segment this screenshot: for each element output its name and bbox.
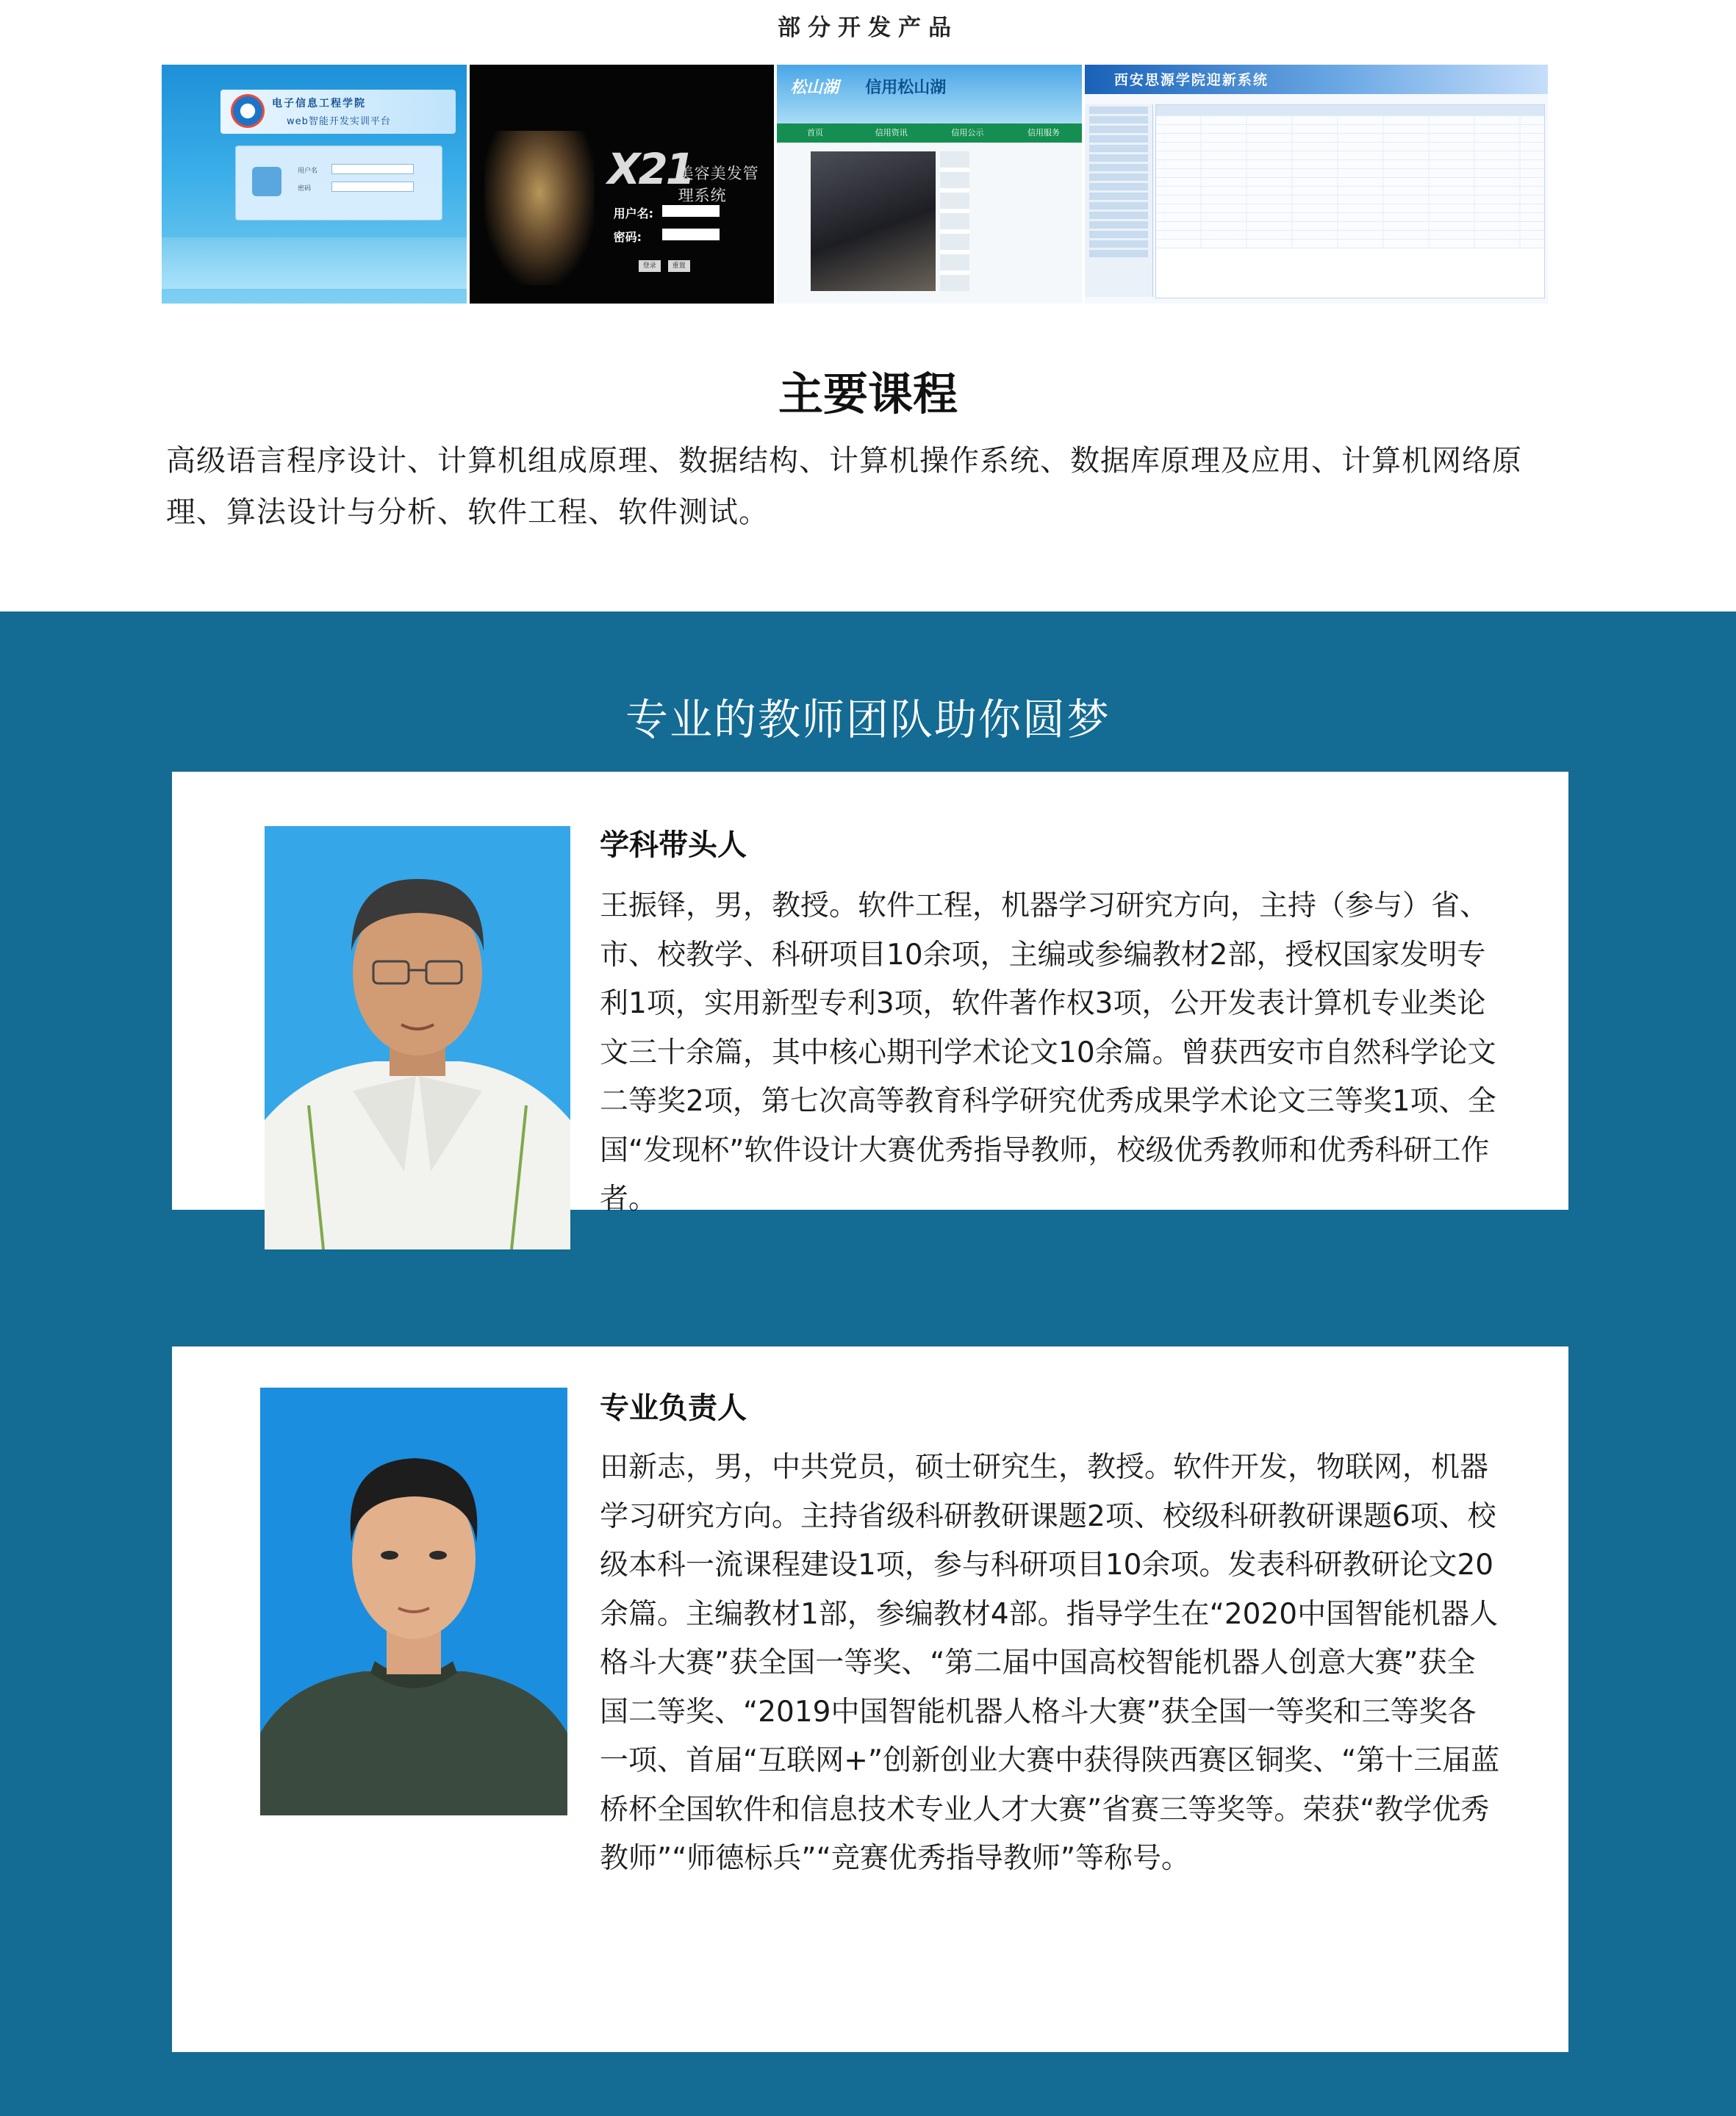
- courses-text: 高级语言程序设计、计算机组成原理、数据结构、计算机操作系统、数据库原理及应用、计算机网络原理、算法设计与分析、软件工程、软件测试。: [166, 444, 1522, 529]
- ssh-nav: [777, 123, 1082, 143]
- school-name: 电子信息工程学院: [272, 98, 366, 110]
- product-screenshot-songshanhu: [777, 65, 1082, 304]
- password-field: [331, 182, 414, 192]
- x21-reset-button: 重置: [668, 260, 690, 272]
- platform-name: web智能开发实训平台: [287, 116, 391, 127]
- team-title: 专业的教师团队助你圆梦: [625, 695, 1111, 745]
- school-logo-icon: [231, 94, 265, 128]
- product-strip: [162, 65, 1548, 304]
- x21-password-field: [662, 229, 720, 240]
- teacher-photo: [265, 826, 570, 1249]
- ssh-news-photo: [811, 151, 936, 291]
- ssh-nav-item: 信用服务: [1027, 128, 1061, 137]
- siyuan-title: 西安思源学院迎新系统: [1113, 72, 1269, 88]
- campus-building-image: [162, 237, 467, 289]
- siyuan-sidebar: [1085, 104, 1153, 297]
- login-panel: [235, 146, 442, 220]
- product-screenshot-x21: [470, 65, 775, 304]
- username-label: 用户名: [298, 168, 318, 175]
- x21-username-field: [662, 205, 720, 217]
- ssh-nav-item: 信用资讯: [875, 128, 908, 137]
- product-screenshot-siyuan: [1085, 65, 1548, 304]
- x21-logo: X21: [607, 144, 694, 194]
- teacher-bio: 王振铎，男，教授。软件工程，机器学习研究方向，主持（参与）省、市、校教学、科研项目10余项，主编或参编教材2部，授权国家发明专利1项，实用新型专利3项，软件著作权3项，公开发表计算机专业类论文三十余篇，其中核心期刊学术论文10余篇。曾获西安市自然科学论文二等奖2项，第七次高等教育科学研究优秀成果学术论文三等奖1项、全国“发现杯”软件设计大赛优秀指导教师，校级优秀教师和优秀科研工作者。: [600, 889, 1496, 1216]
- courses-title: 主要课程: [778, 368, 958, 420]
- username-field: [331, 164, 414, 174]
- x21-password-label: 密码:: [613, 230, 642, 244]
- ssh-nav-item: 首页: [807, 128, 824, 137]
- product-screenshot-web-platform: [162, 65, 467, 304]
- model-hair-image: [484, 131, 595, 285]
- siyuan-table: [1155, 104, 1545, 298]
- ssh-nav-item: 信用公示: [951, 128, 984, 137]
- teacher-card: [172, 772, 1568, 1216]
- teacher-card: [172, 1346, 1568, 2052]
- teacher-role: 专业负责人: [600, 1391, 747, 1425]
- x21-login-button: 登录: [639, 260, 661, 272]
- user-avatar-icon: [252, 167, 281, 196]
- teacher-photo: [260, 1388, 567, 1815]
- x21-system-name: 美容美发管理系统: [678, 165, 759, 204]
- password-label: 密码: [298, 185, 312, 193]
- teacher-bio: 田新志，男，中共党员，硕士研究生，教授。软件开发，物联网，机器学习研究方向。主持省级科研教研课题2项、校级科研教研课题6项、校级本科一流课程建设1项，参与科研项目10余项。发表科研教研论文20余篇。主编教材1部，参编教材4部。指导学生在“2020中国智能机器人格斗大赛”获全国一等奖、“第二届中国高校智能机器人创意大赛”获全国二等奖、“2019中国智能机器人格斗大赛”获全国一等奖和三等奖各一项、首届“互联网+”创新创业大赛中获得陕西赛区铜奖、“第十三届蓝桥杯全国软件和信息技术专业人才大赛”省赛三等奖等。荣获“教学优秀教师”“师德标兵”“竞赛优秀指导教师”等称号。: [600, 1451, 1500, 1875]
- teacher-role: 学科带头人: [600, 828, 747, 862]
- x21-username-label: 用户名:: [613, 207, 654, 220]
- ssh-logo: 松山湖: [790, 79, 839, 97]
- ssh-title: 信用松山湖: [865, 79, 947, 97]
- team-section: [0, 612, 1736, 2116]
- ssh-side-list: [940, 151, 969, 291]
- products-heading: 部分开发产品: [778, 15, 958, 41]
